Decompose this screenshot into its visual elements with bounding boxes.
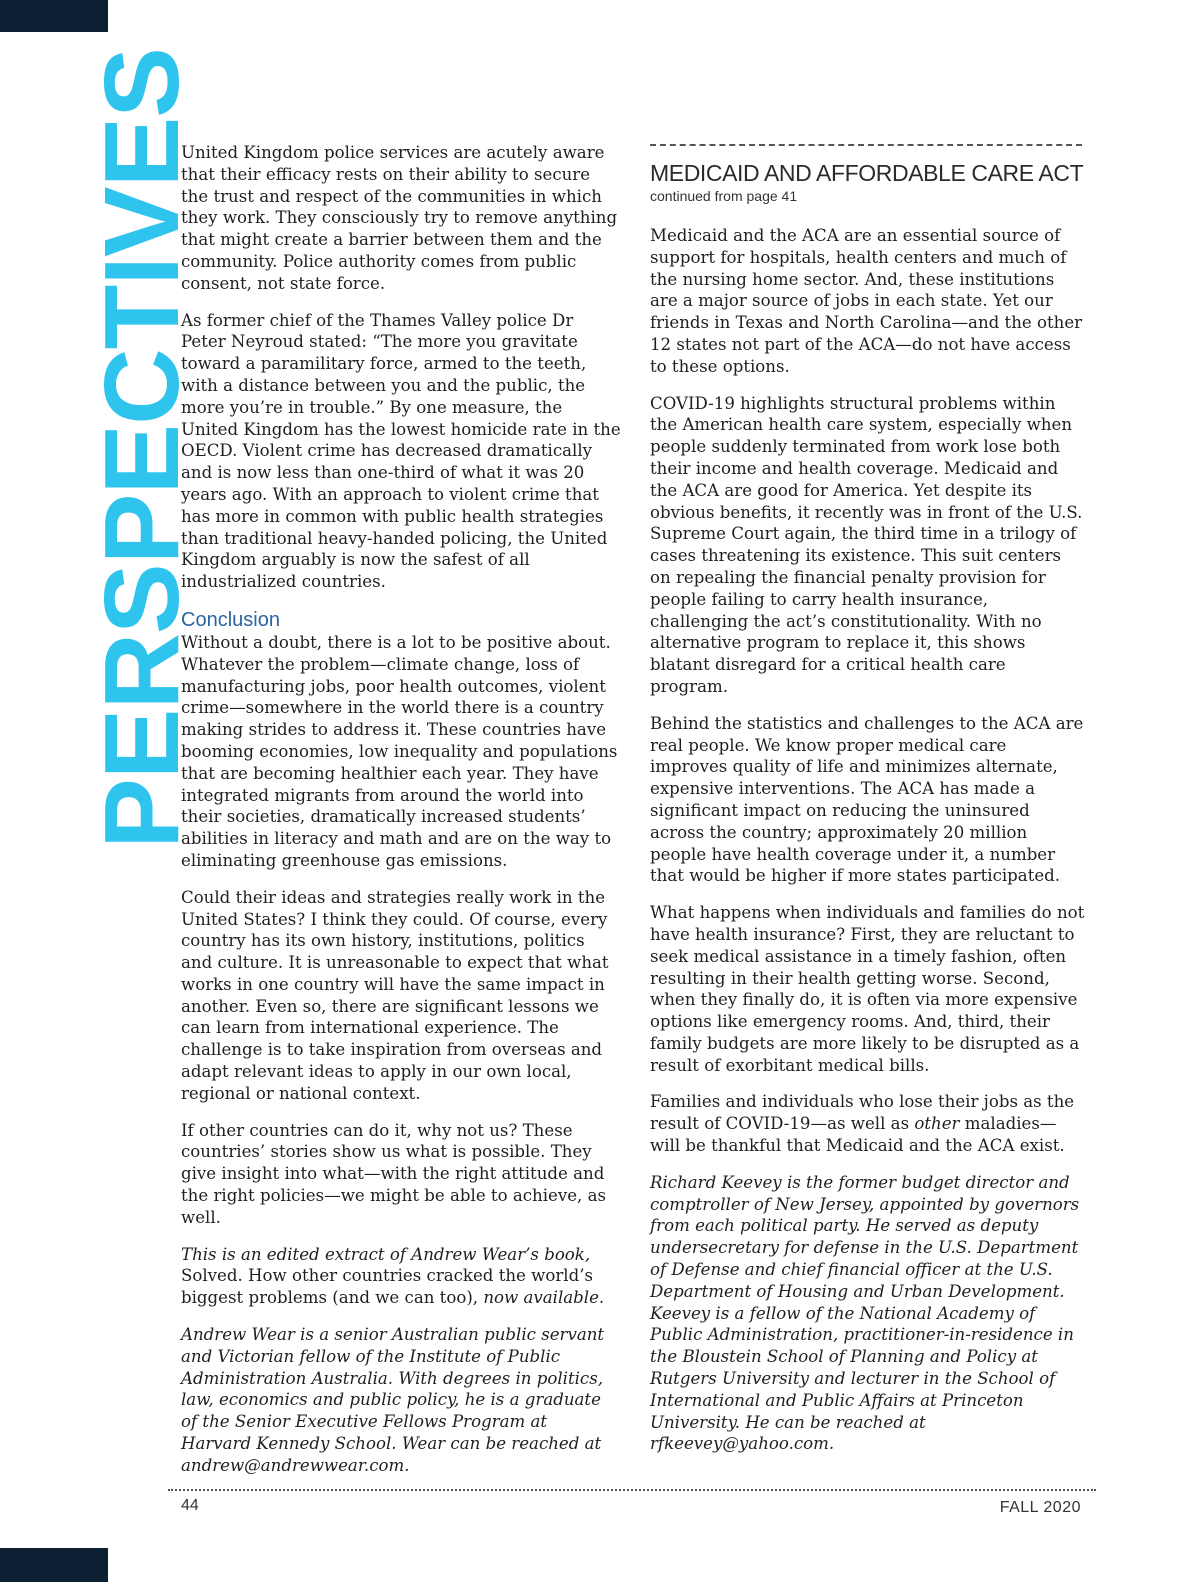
right-column bbox=[650, 142, 1086, 1470]
bottom-navy-block bbox=[0, 1548, 108, 1582]
paragraph: COVID-19 highlights structural problems within the American health care system, especially when people suddenly terminated from work lose both their income and health coverage. Medicaid and the ACA are good for America. Yet despite its obvious benefits, it recently was in front of the U.S. Supreme Court again, the third time in a trilogy of cases threatening its existence. This suit centers on repealing the financial penalty provision for people failing to carry health insurance, challenging the act’s constitutionality. With no alternative program to replace it, this shows blatant disregard for a critical health care program. bbox=[650, 393, 1083, 696]
paragraph-part: maladies—will be thankful that Medicaid and the ACA exist. bbox=[650, 1114, 1065, 1156]
top-navy-block bbox=[0, 0, 108, 32]
paragraph: As former chief of the Thames Valley police Dr Peter Neyroud stated: “The more you gravitate toward a paramilitary force, armed to the teeth, with a distance between you and the public, the more you’re in trouble.” By one measure, the United Kingdom has the lowest homicide rate in the OECD. Violent crime has decreased dramatically and is now less than one-third of what it was 20 years ago. With an approach to violent crime that has more in common with public health strategies than traditional heavy-handed policing, the United Kingdom arguably is now the safest of all industrialized countries. bbox=[181, 310, 621, 592]
emphasis: other bbox=[914, 1114, 960, 1134]
extract-note bbox=[181, 1244, 621, 1309]
dashed-divider bbox=[650, 144, 1082, 146]
section-title-vertical: PERSPECTIVES bbox=[83, 48, 201, 849]
continued-note: continued from page 41 bbox=[650, 188, 798, 204]
left-column bbox=[181, 142, 621, 1492]
extract-note-intro: This is an edited extract of Andrew Wear’s book, bbox=[181, 1244, 591, 1264]
page-number: 44 bbox=[181, 1497, 199, 1514]
paragraph: Medicaid and the ACA are an essential source of support for hospitals, health centers and much of the nursing home sector. And, these institutions are a major source of jobs in each state. Yet our friends in Texas and North Carolina—and the other 12 states not part of the ACA—do not have access to these options. bbox=[650, 226, 1083, 376]
book-title: Solved. How other countries cracked the world’s biggest problems (and we can too), bbox=[181, 1266, 593, 1308]
section-heading: Conclusion bbox=[181, 608, 280, 631]
paragraph: Could their ideas and strategies really work in the United States? I think they could. Of course, every country has its own history, institutions, politics and culture. It is unreasonable to expect that what works in one country will have the same impact in another. Even so, there are significant lessons we can learn from international experience. The challenge is to take inspiration from overseas and adapt relevant ideas to apply in our own local, regional or national context. bbox=[181, 887, 609, 1103]
paragraph-part: Families and individuals who lose their jobs as the result of COVID-19—as well as bbox=[650, 1092, 1075, 1134]
paragraph: If other countries can do it, why not us? These countries’ stories show us what is possible. They give insight into what—with the right attitude and the right policies—we might be able to achieve, as well. bbox=[181, 1120, 607, 1227]
paragraph: Without a doubt, there is a lot to be positive about. Whatever the problem—climate change, loss of manufacturing jobs, poor health outcomes, violent crime—somewhere in the world there is a country making strides to address it. These countries have booming economies, low inequality and populations that are becoming healthier each year. They have integrated migrants from around the world into their societies, dramatically increased students’ abilities in literacy and math and are on the way to eliminating greenhouse gas emissions. bbox=[181, 632, 618, 870]
footer-divider bbox=[168, 1489, 1096, 1491]
paragraph bbox=[650, 1091, 1086, 1156]
paragraph: What happens when individuals and families do not have health insurance? First, they are reluctant to seek medical assistance in a timely fashion, often resulting in their health getting worse. Second, when they finally do, it is often via more expensive options like emergency rooms. And, third, their family budgets are more likely to be disrupted as a result of exorbitant medical bills. bbox=[650, 903, 1085, 1075]
author-bio: Richard Keevey is the former budget director and comptroller of New Jersey, appointed by governors from each political party. He served as deputy undersecretary for defense in the U.S. Department of Defense and chief financial officer at the U.S. Department of Housing and Urban Development. Keevey is a fellow of the National Academy of Public Administration, practitioner-in-residence in the Bloustein School of Planning and Policy at Rutgers University and lecturer in the School of International and Public Affairs at Princeton University. He can be reached at rfkeevey@yahoo.com. bbox=[650, 1172, 1080, 1454]
author-bio: Andrew Wear is a senior Australian public servant and Victorian fellow of the Institute of Public Administration Australia. With degrees in politics, law, economics and public policy, he is a graduate of the Senior Executive Fellows Program at Harvard Kennedy School. Wear can be reached at andrew@andrewwear.com. bbox=[181, 1325, 605, 1475]
paragraph: United Kingdom police services are acutely aware that their efficacy rests on their ability to secure the trust and respect of the communities in which they work. They consciously try to remove anything that might create a barrier between them and the community. Police authority comes from public consent, not state force. bbox=[181, 143, 618, 293]
issue-label: FALL 2020 bbox=[999, 1499, 1081, 1516]
article-heading: MEDICAID AND AFFORDABLE CARE ACT bbox=[650, 160, 1084, 186]
paragraph: Behind the statistics and challenges to the ACA are real people. We know proper medical care improves quality of life and minimizes alternate, expensive interventions. The ACA has made a significant impact on reducing the uninsured across the country; approximately 20 million people have health coverage under it, a number that would be higher if more states participated. bbox=[650, 713, 1084, 886]
extract-note-end: now available. bbox=[483, 1288, 605, 1308]
